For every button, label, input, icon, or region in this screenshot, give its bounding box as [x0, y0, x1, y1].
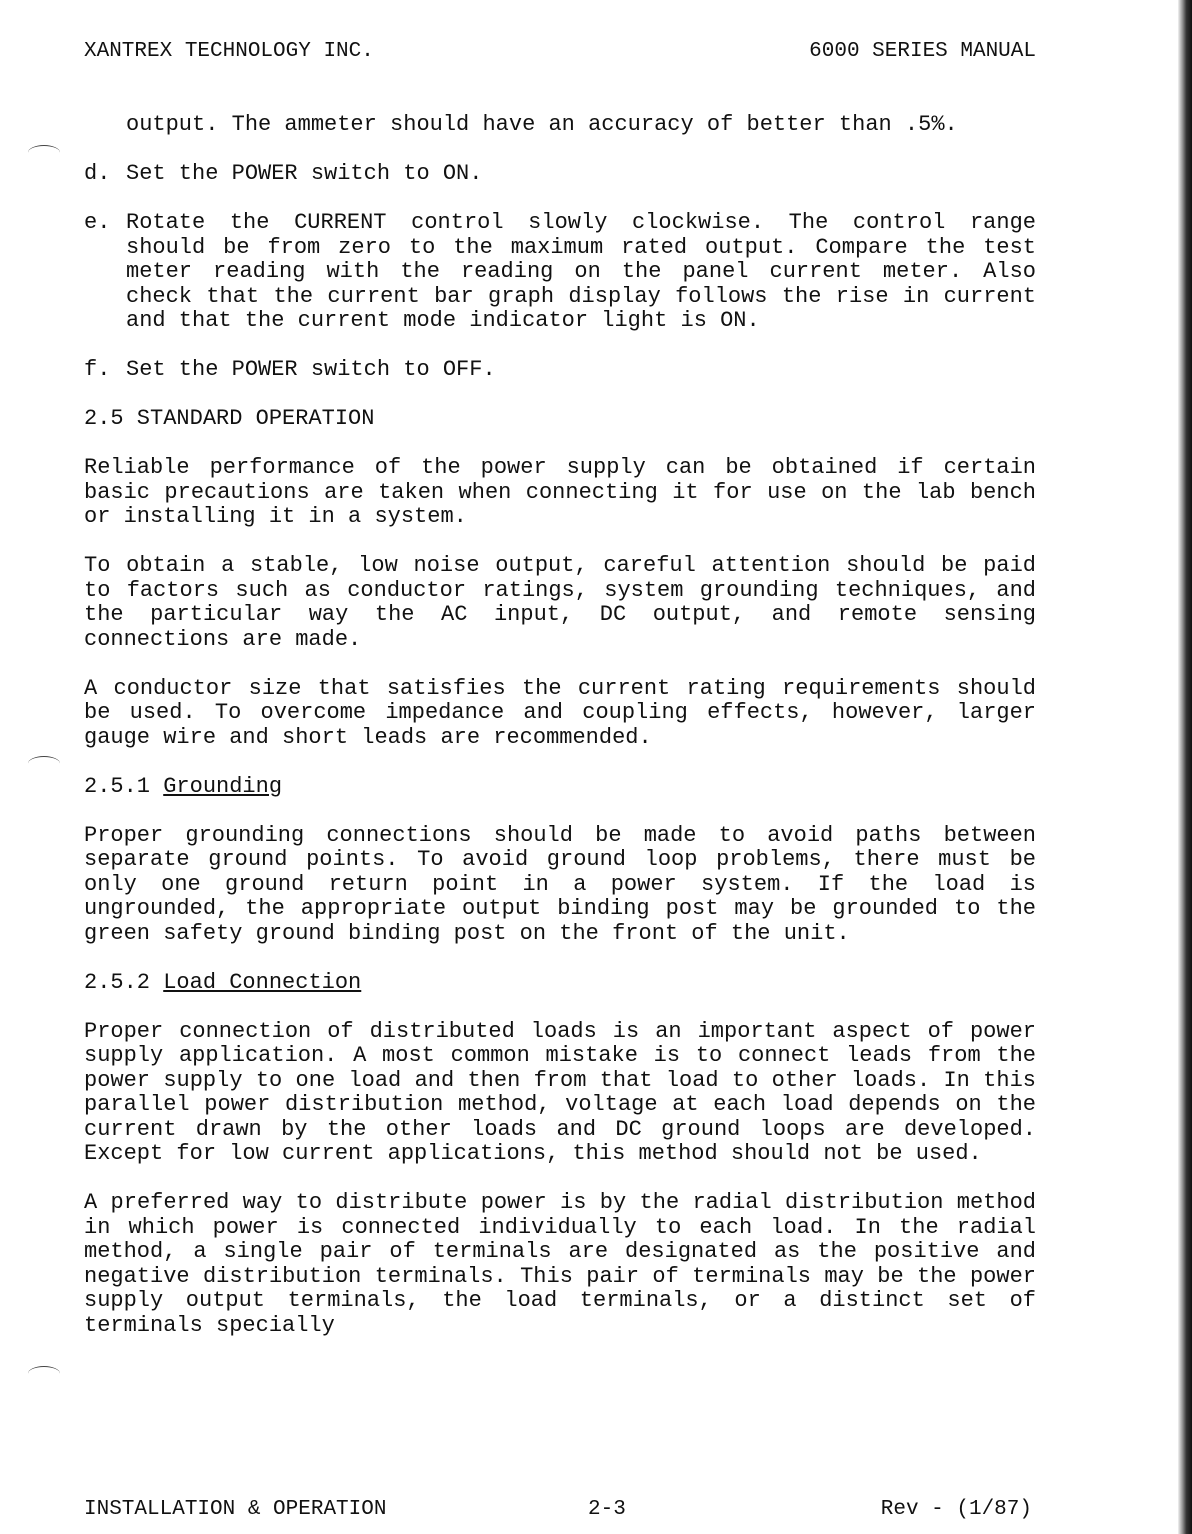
- paragraph: Proper grounding connections should be made to avoid paths between separate ground points. To avoid ground loop problems, there must be only one ground return point in a power system. If the load is ungrounded, the appropriate output binding post may be grounded to the green safety ground binding post on the front of the unit.: [84, 822, 1036, 946]
- step-label: d.: [84, 161, 111, 186]
- header-manual-title: 6000 SERIES MANUAL: [809, 40, 1036, 63]
- scan-edge-shadow: [1178, 0, 1192, 1534]
- paragraph: Reliable performance of the power supply can be obtained if certain basic precautions are taken when connecting it for use on the lab bench or installing it in a system.: [84, 455, 1036, 529]
- section-heading-2-5: 2.5 STANDARD OPERATION: [84, 406, 375, 431]
- paragraph: A conductor size that satisfies the current rating requirements should be used. To overcome impedance and coupling effects, however, larger gauge wire and short leads are recommended.: [84, 675, 1036, 750]
- step-label: f.: [84, 357, 111, 382]
- paragraph: To obtain a stable, low noise output, careful attention should be paid to factors such as conductor ratings, system grounding techniques, and the particular way the AC input, DC output, and remote sensing connections are made.: [84, 553, 1036, 652]
- header-company: XANTREX TECHNOLOGY INC.: [84, 40, 374, 63]
- section-heading-2-5-2: [84, 971, 1036, 996]
- step-f: [84, 358, 1036, 383]
- punch-hole-mark: [28, 145, 60, 160]
- page-body: [84, 113, 1036, 1338]
- step-e: [84, 211, 1036, 334]
- paragraph: A preferred way to distribute power is by the radial distribution method in which power is connected individually to each load. In the radial method, a single pair of terminals are designated as the positive and negative distribution terminals. This pair of terminals may be the power supply output terminals, the load terminals, or a distinct set of terminals specially: [84, 1190, 1036, 1338]
- punch-hole-mark: [28, 1366, 60, 1381]
- section-title: Load Connection: [163, 969, 362, 995]
- continuation-paragraph: output. The ammeter should have an accuracy of better than .5%.: [126, 112, 958, 137]
- step-text: Set the POWER switch to OFF.: [126, 357, 496, 382]
- step-d: [84, 162, 1036, 187]
- step-label: e.: [84, 210, 111, 235]
- footer-revision: Rev - (1/87): [880, 1498, 1032, 1521]
- punch-hole-mark: [28, 756, 60, 771]
- section-number: 2.5.2: [84, 969, 151, 995]
- step-text: Set the POWER switch to ON.: [126, 161, 483, 186]
- footer-page-number: 2-3: [588, 1498, 626, 1521]
- footer-section: INSTALLATION & OPERATION: [84, 1498, 387, 1521]
- step-text: Rotate the CURRENT control slowly clockwise. The control range should be from zero to the maximum rated output. Compare the test meter reading with the reading on the panel current meter. Also check that the current bar graph display follows the rise in current and that the current mode indicator light is ON.: [126, 210, 1036, 333]
- section-title: Grounding: [163, 773, 283, 799]
- paragraph: Proper connection of distributed loads is an important aspect of power supply application. A most common mistake is to connect leads from the power supply to one load and then from that load to other loads. In this parallel power distribution method, voltage at each load depends on the current drawn by the other loads and DC ground loops are developed. Except for low current applications, this method should not be used.: [84, 1018, 1036, 1166]
- section-heading-2-5-1: [84, 775, 1036, 800]
- section-number: 2.5.1: [84, 773, 151, 799]
